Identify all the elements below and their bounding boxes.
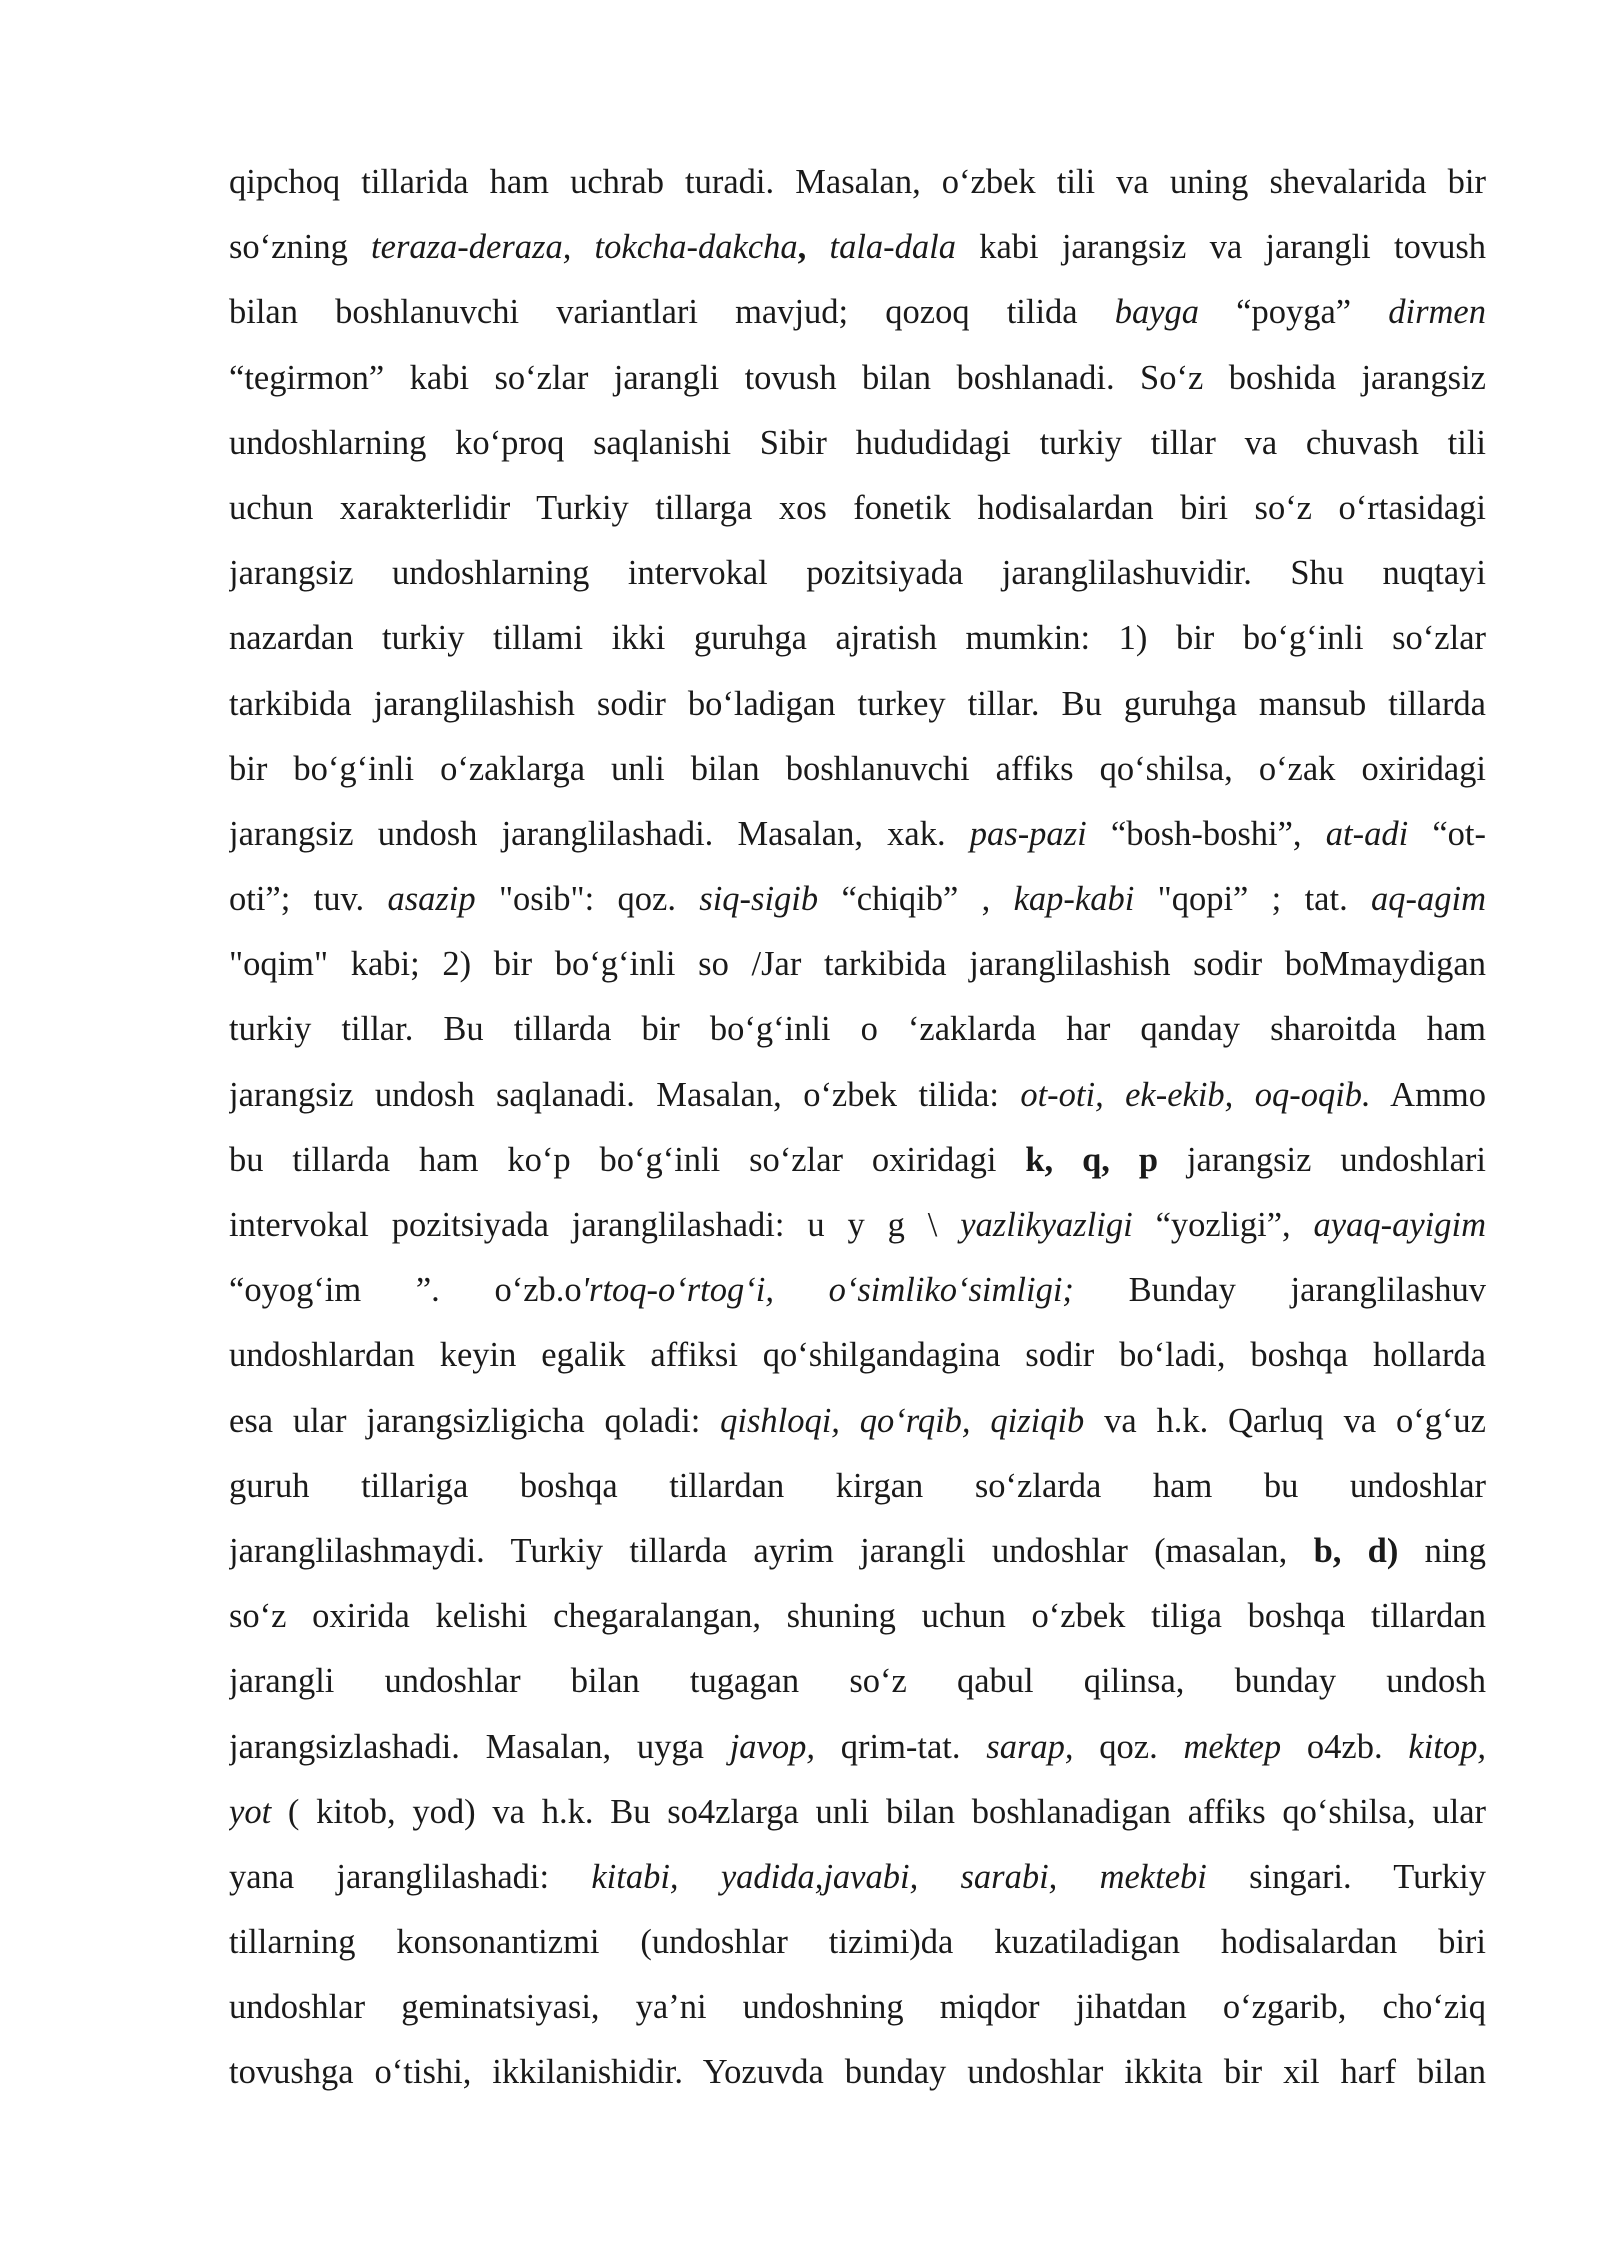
text-line <box>229 672 1486 737</box>
text-line <box>229 1128 1486 1193</box>
text-line <box>229 1845 1486 1910</box>
text-line <box>229 802 1486 867</box>
text-segment: ( kitob, yod) va h.k. Bu so4zlarga unli bilan boshlanadigan affiks qo‘shilsa, ular <box>271 1792 1486 1831</box>
text-segment: "qopi” ; tat. <box>1134 880 1372 919</box>
text-segment: Ammo <box>1370 1075 1486 1114</box>
italic-term: javop, <box>729 1727 815 1766</box>
text-line <box>229 150 1486 215</box>
text-segment: qipchoq tillarida ham uchrab turadi. Masalan, o‘zbek tili va uning shevalarida bir <box>229 163 1486 201</box>
text-segment: qoz. <box>1073 1727 1184 1766</box>
italic-term: dirmen <box>1388 293 1486 332</box>
text-segment: oti”; tuv. <box>229 880 388 919</box>
italic-term: kap-kabi <box>1013 880 1135 919</box>
italic-term: kitabi, yadida,javabi, sarabi, mektebi <box>591 1857 1207 1896</box>
text-line <box>229 1389 1486 1454</box>
text-segment: jarangsiz undosh saqlanadi. Masalan, o‘zbek tilida: <box>229 1075 1021 1114</box>
text-segment: tillarning konsonantizmi (undoshlar tizimi)da kuzatiladigan hodisalardan biri <box>229 1923 1486 1962</box>
text-line <box>229 1519 1486 1584</box>
text-segment: “tegirmon” kabi so‘zlar jarangli tovush bilan boshlanadi. So‘z boshida jarangsiz <box>229 358 1486 397</box>
text-line <box>229 1715 1486 1780</box>
italic-term: pas-pazi <box>969 814 1087 853</box>
text-segment: uchun xarakterlidir Turkiy tillarga xos fonetik hodisalardan biri so‘z o‘rtasidagi <box>229 488 1486 527</box>
text-segment: "osib": qoz. <box>475 880 700 919</box>
text-line <box>229 1584 1486 1649</box>
text-segment: va h.k. Qarluq va o‘g‘uz <box>1084 1401 1486 1440</box>
text-segment: bu tillarda ham ko‘p bo‘g‘inli so‘zlar oxiridagi <box>229 1140 1026 1179</box>
text-segment: kabi jarangsiz va jarangli tovush <box>956 228 1486 267</box>
bold-term: b, d) <box>1313 1531 1399 1570</box>
text-line <box>229 280 1486 345</box>
italic-term: ot-oti, ek-ekib, oq-oqib. <box>1020 1075 1371 1114</box>
italic-term: 'rtoq-o‘rtog‘i, o‘simliko‘simligi; <box>581 1271 1074 1310</box>
text-line <box>229 606 1486 671</box>
text-line <box>229 997 1486 1062</box>
italic-term: yot <box>229 1792 272 1831</box>
text-segment: qrim-tat. <box>815 1727 987 1766</box>
text-line <box>229 1323 1486 1388</box>
text-segment: “poyga” <box>1199 293 1389 332</box>
text-segment: intervokal pozitsiyada jaranglilashadi: u y g \ <box>229 1206 961 1244</box>
text-line <box>229 411 1486 476</box>
italic-term: sarap, <box>986 1727 1074 1766</box>
text-segment: singari. Turkiy <box>1206 1857 1486 1896</box>
text-line <box>229 346 1486 411</box>
text-segment: undoshlardan keyin egalik affiksi qo‘shilgandagina sodir bo‘ladi, boshqa hollarda <box>229 1336 1486 1375</box>
italic-term: at-adi <box>1325 814 1409 853</box>
text-segment: “yozligi”, <box>1132 1206 1314 1244</box>
italic-term: kitop, <box>1408 1727 1486 1766</box>
text-segment: jarangsiz undoshlarning intervokal pozitsiyada jaranglilashuvidir. Shu nuqtayi <box>229 554 1486 593</box>
text-segment: "oqim" kabi; 2) bir bo‘g‘inli so /Jar tarkibida jaranglilashish sodir boMmaydigan <box>229 945 1486 984</box>
italic-term: asazip <box>387 880 476 919</box>
text-line <box>229 2040 1486 2105</box>
text-segment: “chiqib” , <box>818 880 1014 919</box>
bold-term: , <box>797 228 807 267</box>
italic-term: bayga <box>1114 293 1200 332</box>
text-segment: yana jaranglilashadi: <box>229 1857 592 1896</box>
text-line <box>229 867 1486 932</box>
text-segment: “ot- <box>1408 814 1486 853</box>
text-line <box>229 1780 1486 1845</box>
text-line <box>229 215 1486 280</box>
text-segment: “oyog‘im ”. o‘zb.o <box>229 1271 582 1310</box>
text-segment: esa ular jarangsizligicha qoladi: <box>229 1401 721 1440</box>
text-segment: o4zb. <box>1281 1727 1409 1766</box>
text-line <box>229 737 1486 802</box>
text-segment: jarangsiz undosh jaranglilashadi. Masalan, xak. <box>229 814 970 853</box>
italic-term: mektep <box>1183 1727 1282 1766</box>
text-segment <box>806 228 829 266</box>
text-segment: ning <box>1398 1531 1486 1570</box>
italic-term: ayaq-ayigim <box>1313 1206 1486 1244</box>
italic-term: teraza-deraza, tokcha-dakcha <box>371 228 798 267</box>
text-line <box>229 1649 1486 1714</box>
text-line <box>229 1454 1486 1519</box>
text-segment: Bunday jaranglilashuv <box>1073 1271 1486 1310</box>
text-segment: bilan boshlanuvchi variantlari mavjud; qozoq tilida <box>229 293 1115 332</box>
italic-term: tala-dala <box>829 228 956 267</box>
text-segment: jarangli undoshlar bilan tugagan so‘z qabul qilinsa, bunday undosh <box>229 1662 1486 1701</box>
text-line <box>229 1258 1486 1323</box>
text-segment: tarkibida jaranglilashish sodir bo‘ladigan turkey tillar. Bu guruhga mansub tillarda <box>229 684 1486 723</box>
text-line <box>229 1063 1486 1128</box>
text-line <box>229 476 1486 541</box>
body-text <box>229 150 1486 2106</box>
text-segment: “bosh-boshi”, <box>1086 814 1326 853</box>
text-segment: jarangsiz undoshlari <box>1158 1140 1486 1179</box>
text-segment: bir bo‘g‘inli o‘zaklarga unli bilan boshlanuvchi affiks qo‘shilsa, o‘zak oxiridagi <box>229 749 1486 788</box>
text-segment: turkiy tillar. Bu tillarda bir bo‘g‘inli o ‘zaklarda har qanday sharoitda ham <box>229 1010 1486 1049</box>
text-segment: so‘zning <box>229 228 372 267</box>
text-segment: nazardan turkiy tillami ikki guruhga ajratish mumkin: 1) bir bo‘g‘inli so‘zlar <box>229 619 1486 658</box>
italic-term: qishloqi, qo‘rqib, qiziqib <box>720 1401 1085 1440</box>
text-segment: so‘z oxirida kelishi chegaralangan, shuning uchun o‘zbek tiliga boshqa tillardan <box>229 1597 1486 1636</box>
text-line <box>229 1910 1486 1975</box>
text-segment: undoshlarning ko‘proq saqlanishi Sibir hududidagi turkiy tillar va chuvash tili <box>229 423 1486 462</box>
text-segment: jarangsizlashadi. Masalan, uyga <box>229 1727 730 1766</box>
text-line <box>229 1975 1486 2040</box>
bold-term: k, q, p <box>1025 1140 1159 1179</box>
text-segment: guruh tillariga boshqa tillardan kirgan so‘zlarda ham bu undoshlar <box>229 1466 1486 1505</box>
italic-term: aq-agim <box>1371 880 1486 919</box>
text-segment: tovushga o‘tishi, ikkilanishidir. Yozuvda bunday undoshlar ikkita bir xil harf bilan <box>229 2053 1486 2092</box>
text-segment: undoshlar geminatsiyasi, ya’ni undoshning miqdor jihatdan o‘zgarib, cho‘ziq <box>229 1988 1486 2027</box>
italic-term: yazlikyazligi <box>960 1206 1133 1244</box>
text-line <box>229 932 1486 997</box>
text-line <box>229 541 1486 606</box>
text-line <box>229 1193 1486 1258</box>
italic-term: siq-sigib <box>699 880 819 919</box>
text-segment: jaranglilashmaydi. Turkiy tillarda ayrim jarangli undoshlar (masalan, <box>229 1531 1314 1570</box>
